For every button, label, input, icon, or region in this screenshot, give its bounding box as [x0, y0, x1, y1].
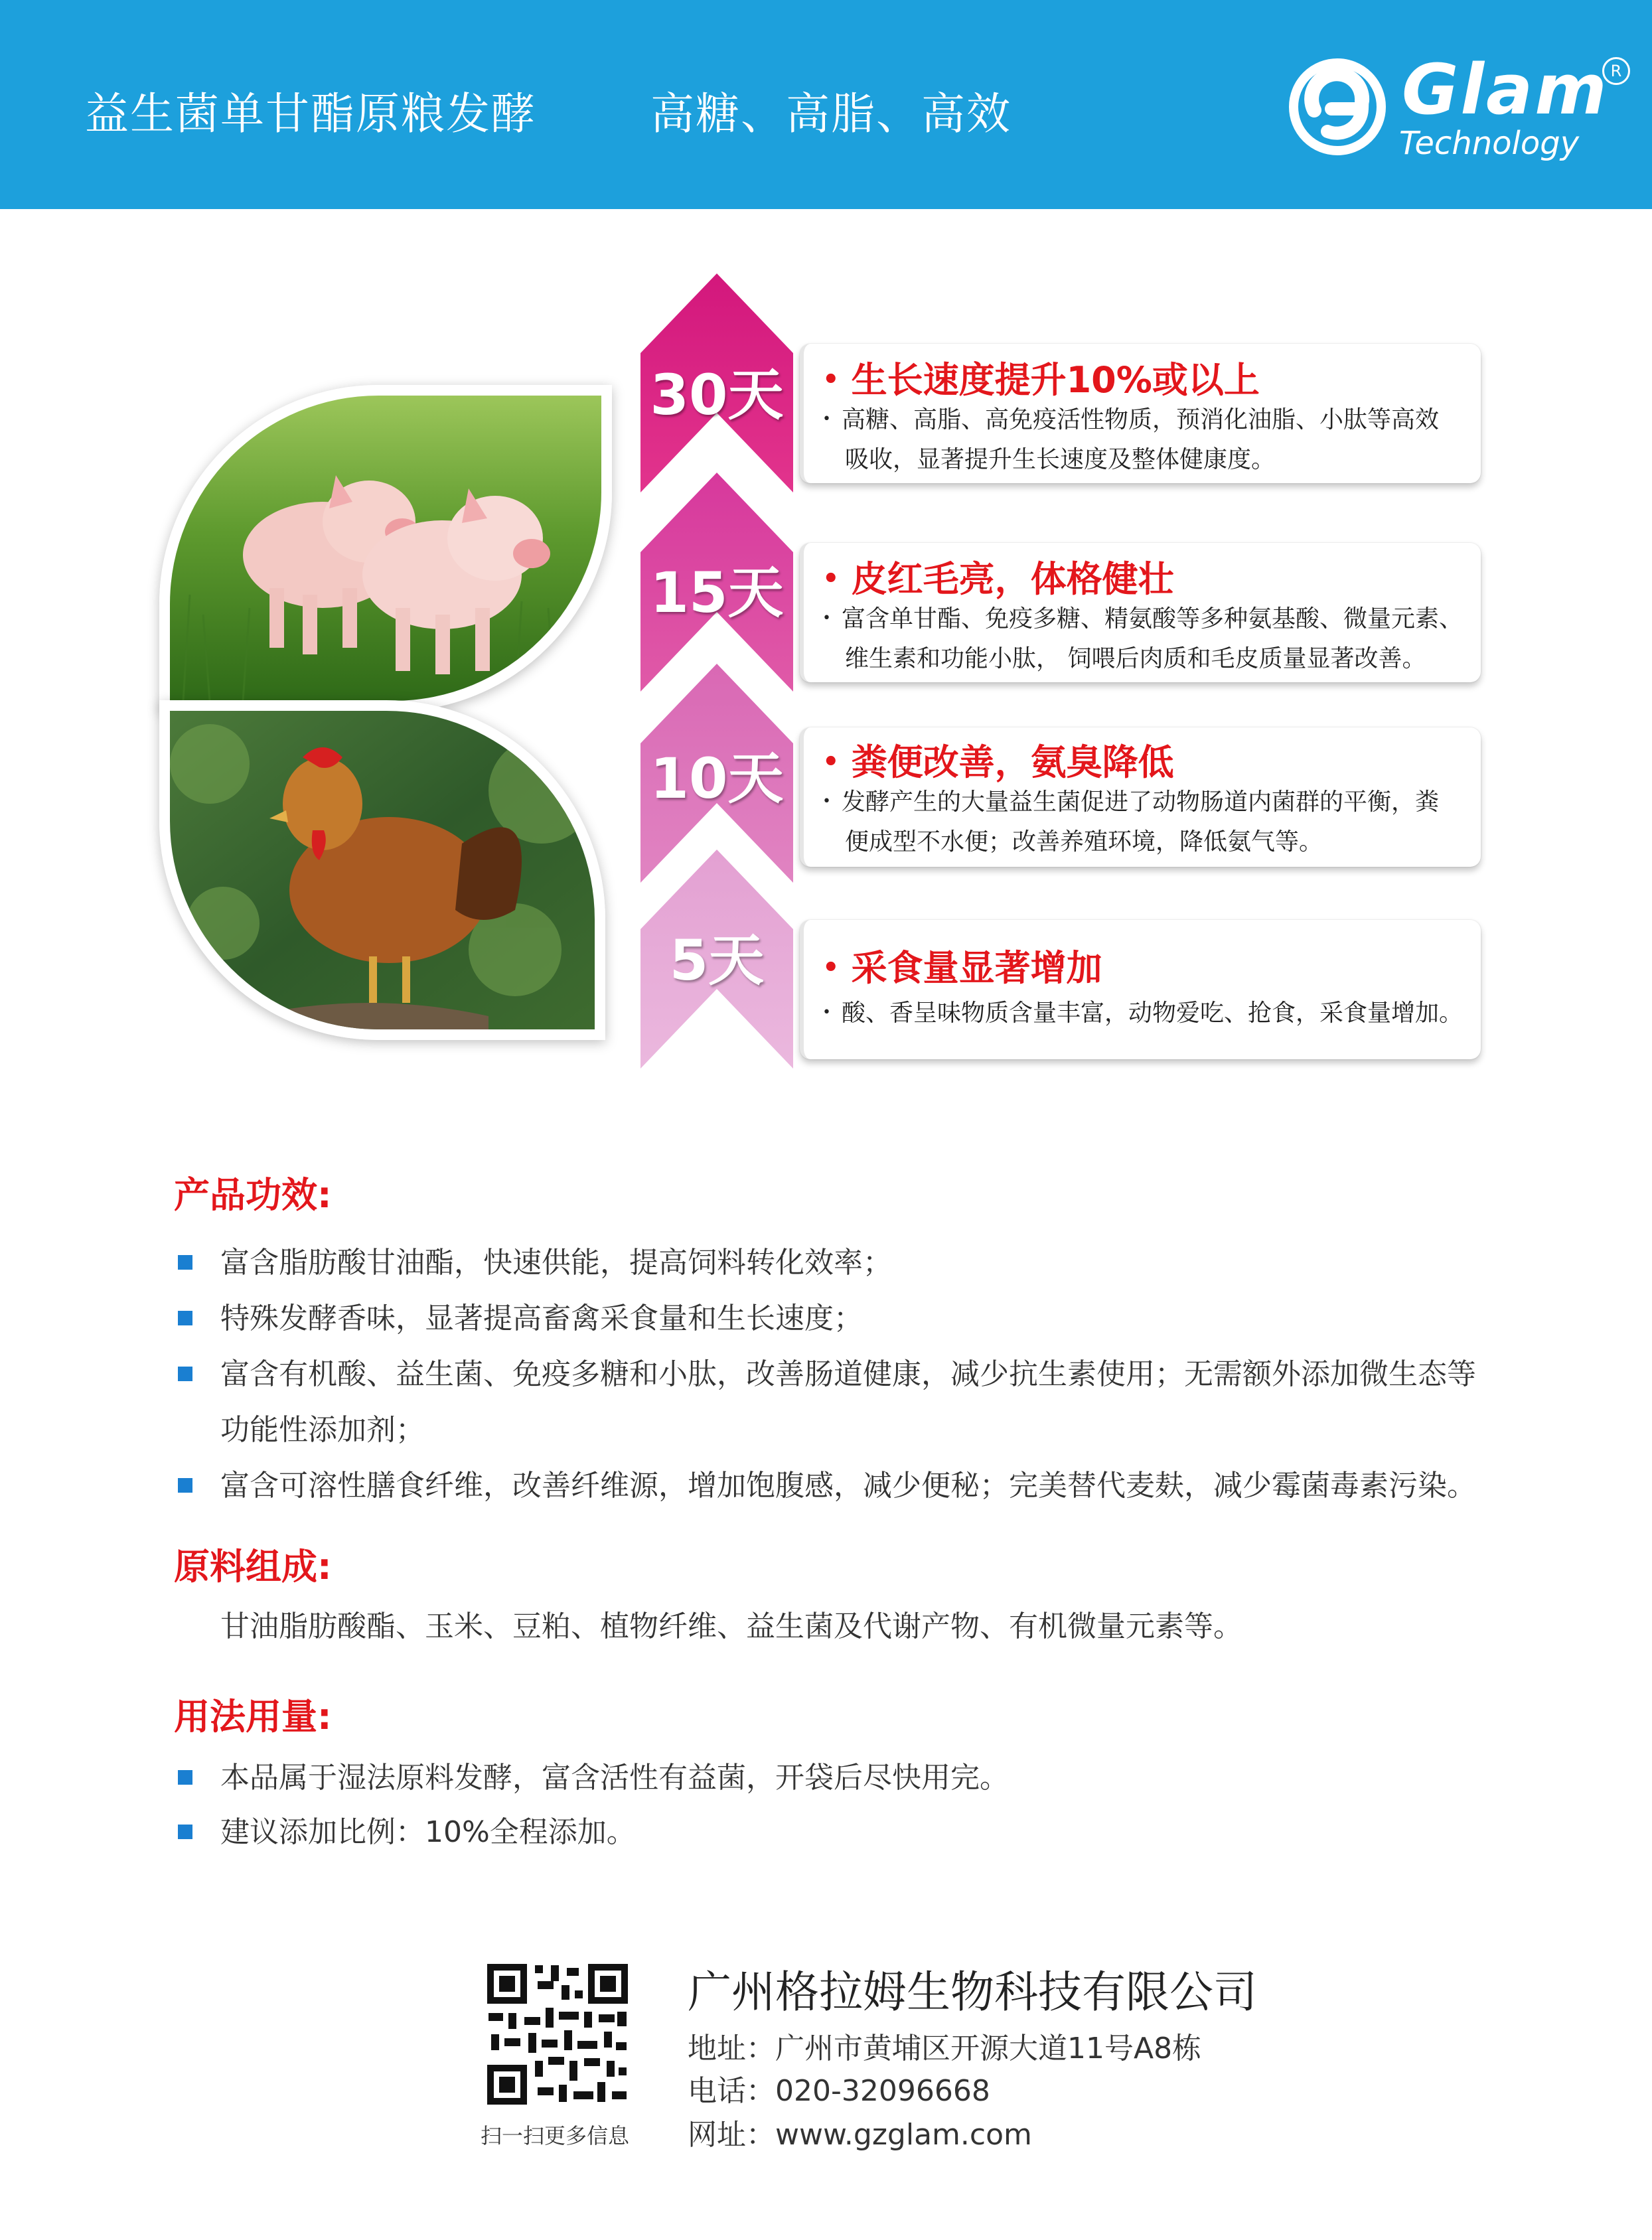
benefit-text: • 富含单甘酯、免疫多糖、精氨酸等多种氨基酸、微量元素、 维生素和功能小肽， 饲喂后肉质和毛皮质量显著改善。 [822, 605, 1463, 672]
day-label-30: 30天 [650, 362, 784, 427]
day-label-5: 5天 [669, 928, 765, 993]
blue-square-bullet-icon [178, 1367, 192, 1381]
bullet-dot-icon: • [822, 411, 831, 427]
usage-item: 建议添加比例：10%全程添加。 [178, 1808, 636, 1850]
efficacy-title: 产品功效: [174, 1174, 332, 1216]
header-title: 益生菌单甘酯原粮发酵 [85, 88, 536, 139]
company-phone: 电话：020-32096668 [688, 2074, 990, 2108]
benefit-text: • 发酵产生的大量益生菌促进了动物肠道内菌群的平衡，粪 便成型不水便；改善养殖环境，降低氨气等。 [822, 788, 1439, 856]
pigs-photo [159, 385, 612, 711]
ingredients-title: 原料组成: [174, 1546, 332, 1588]
day-label-15: 15天 [650, 560, 784, 625]
red-dot-icon: • [822, 563, 840, 594]
logo-subtitle: Technology [1399, 125, 1580, 162]
header-banner [0, 0, 1652, 209]
efficacy-item: 富含脂肪酸甘油酯，快速供能，提高饲料转化效率； [178, 1238, 892, 1281]
benefit-heading: • 生长速度提升10%或以上 [822, 359, 1260, 401]
benefit-heading: • 皮红毛亮，体格健壮 [822, 558, 1174, 600]
red-dot-icon: • [822, 952, 840, 983]
registered-mark: R [1602, 57, 1630, 85]
benefit-card-15 [800, 543, 1481, 682]
blue-square-bullet-icon [178, 1770, 192, 1785]
efficacy-item: 富含可溶性膳食纤维，改善纤维源，增加饱腹感，减少便秘；完美替代麦麸，减少霉菌毒素污染。 [178, 1461, 1476, 1504]
benefit-heading: • 采食量显著增加 [822, 947, 1102, 989]
company-website[interactable]: 网址：www.gzglam.com [688, 2118, 1032, 2152]
benefit-card-5 [800, 920, 1481, 1059]
red-dot-icon: • [822, 747, 840, 777]
header-tagline: 高糖、高脂、高效 [650, 88, 1012, 139]
usage-item: 本品属于湿法原料发酵，富含活性有益菌，开袋后尽快用完。 [178, 1754, 1009, 1796]
benefit-heading: • 粪便改善，氨臭降低 [822, 741, 1174, 783]
qr-caption: 扫一扫更多信息 [481, 2123, 630, 2148]
blue-square-bullet-icon [178, 1311, 192, 1325]
company-address: 地址：广州市黄埔区开源大道11号A8栋 [688, 2032, 1202, 2065]
company-name: 广州格拉姆生物科技有限公司 [688, 1967, 1257, 2018]
bullet-dot-icon: • [822, 1004, 831, 1021]
blue-square-bullet-icon [178, 1478, 192, 1493]
ingredients-text: 甘油脂肪酸酯、玉米、豆粕、植物纤维、益生菌及代谢产物、有机微量元素等。 [220, 1609, 1242, 1643]
logo-wordmark: Glam [1402, 49, 1609, 130]
efficacy-item: 特殊发酵香味，显著提高畜禽采食量和生长速度； [178, 1294, 863, 1337]
glam-logo-icon [1288, 57, 1387, 157]
glam-logo [1288, 49, 1633, 166]
blue-square-bullet-icon [178, 1825, 192, 1839]
benefit-card-10 [800, 727, 1481, 867]
qr-code-icon[interactable] [485, 1961, 631, 2107]
efficacy-item: 富含有机酸、益生菌、免疫多糖和小肽，改善肠道健康，减少抗生素使用；无需额外添加微生态等 [178, 1350, 1476, 1392]
red-dot-icon: • [822, 364, 840, 395]
bullet-dot-icon: • [822, 610, 831, 627]
benefit-text: • 酸、香呈味物质含量丰富，动物爱吃、抢食，采食量增加。 [822, 1000, 1463, 1027]
bullet-dot-icon: • [822, 793, 831, 810]
day-label-10: 10天 [650, 746, 784, 811]
benefit-card-30 [800, 344, 1481, 483]
blue-square-bullet-icon [178, 1255, 192, 1270]
chicken-photo [159, 700, 605, 1040]
efficacy-item-continued: 功能性添加剂； [220, 1413, 425, 1447]
benefit-text: • 高糖、高脂、高免疫活性物质，预消化油脂、小肽等高效 吸收，显著提升生长速度及整体健康度。 [822, 406, 1439, 473]
usage-title: 用法用量: [174, 1696, 332, 1738]
